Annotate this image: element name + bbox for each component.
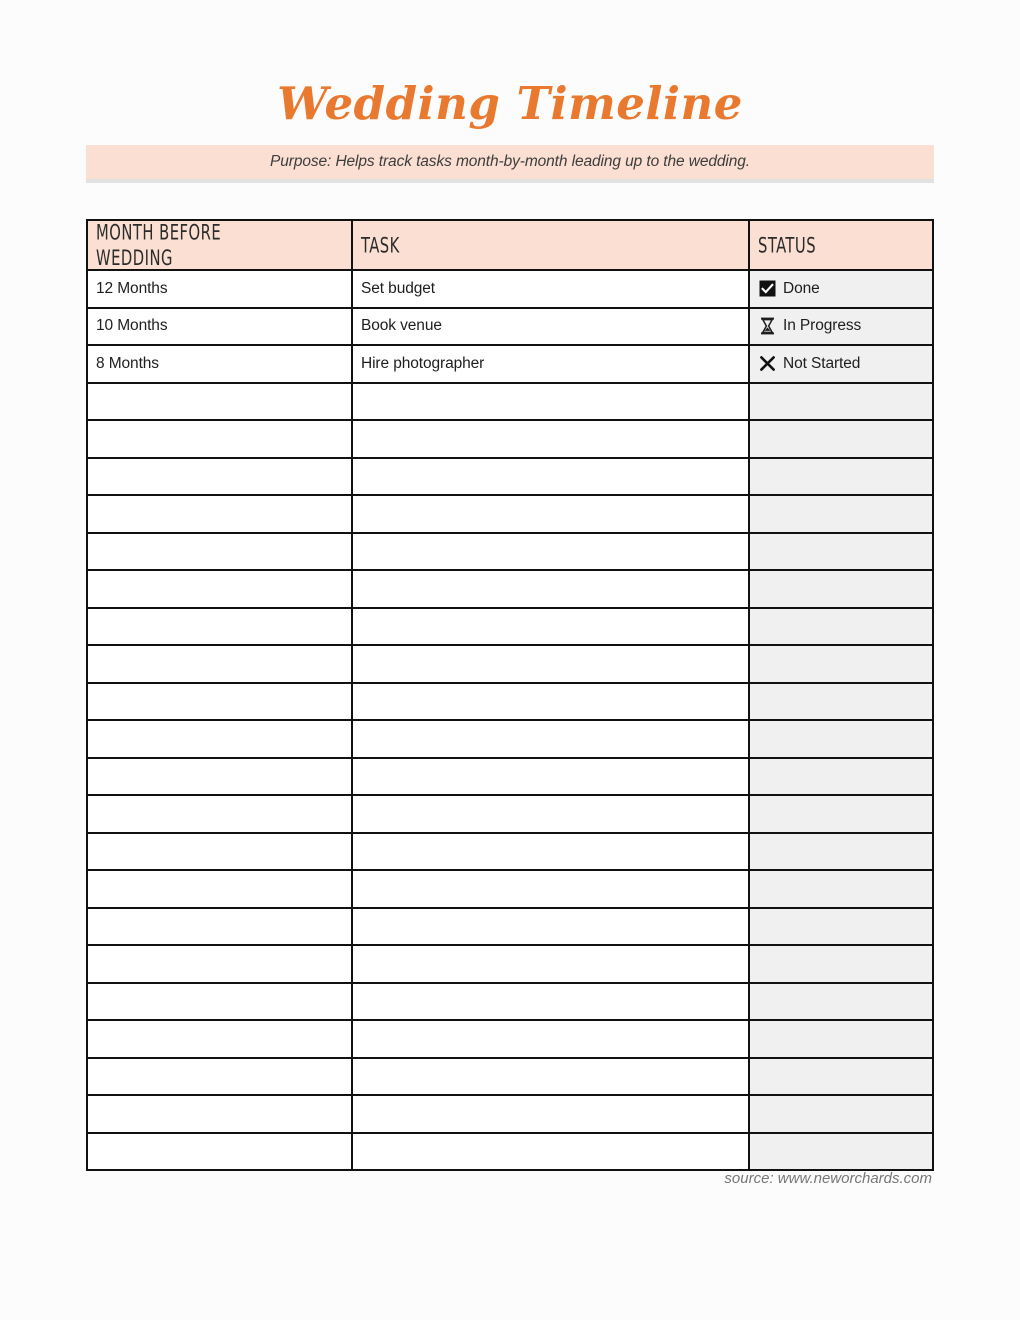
cell-task[interactable]: [352, 383, 749, 421]
cell-status[interactable]: [749, 1095, 933, 1133]
cell-task[interactable]: [352, 983, 749, 1021]
cell-month[interactable]: [87, 458, 352, 496]
table-row-empty[interactable]: [87, 1095, 933, 1133]
cell-task[interactable]: [352, 495, 749, 533]
cell-month[interactable]: [87, 1133, 352, 1171]
cell-month[interactable]: [87, 945, 352, 983]
cell-status[interactable]: [749, 420, 933, 458]
cell-status[interactable]: [749, 345, 933, 383]
table-row-empty[interactable]: [87, 1133, 933, 1171]
purpose-banner: [86, 145, 934, 179]
table-header: [87, 220, 933, 270]
cell-month[interactable]: [87, 1058, 352, 1096]
cell-status[interactable]: [749, 683, 933, 721]
table-row-empty[interactable]: [87, 795, 933, 833]
cell-status[interactable]: [749, 795, 933, 833]
table-row-empty[interactable]: [87, 758, 933, 796]
cell-month[interactable]: [87, 533, 352, 571]
timeline-table-wrapper: [86, 219, 932, 1171]
cell-task[interactable]: [352, 570, 749, 608]
cell-status[interactable]: [749, 533, 933, 571]
cell-task[interactable]: [352, 645, 749, 683]
timeline-table: [86, 219, 934, 1171]
table-row-empty[interactable]: [87, 683, 933, 721]
cell-task[interactable]: Set budget: [352, 270, 749, 308]
cell-status[interactable]: [749, 495, 933, 533]
cell-status[interactable]: [749, 720, 933, 758]
cell-status[interactable]: [749, 908, 933, 946]
table-body: [87, 270, 933, 1170]
table-row-empty[interactable]: [87, 1058, 933, 1096]
cell-task[interactable]: [352, 720, 749, 758]
cell-task[interactable]: [352, 608, 749, 646]
cell-month[interactable]: [87, 983, 352, 1021]
table-row-empty[interactable]: [87, 833, 933, 871]
cell-task[interactable]: [352, 908, 749, 946]
table-row-empty[interactable]: [87, 870, 933, 908]
table-row[interactable]: [87, 308, 933, 346]
cell-month[interactable]: [87, 1095, 352, 1133]
cell-status[interactable]: [749, 758, 933, 796]
column-header-month-label: MONTH BEFORE WEDDING: [96, 219, 222, 271]
cell-task[interactable]: Book venue: [352, 308, 749, 346]
cell-status[interactable]: [749, 1133, 933, 1171]
checkbox-checked-icon: [758, 280, 776, 298]
column-header-status: [749, 220, 933, 270]
cell-task[interactable]: [352, 1020, 749, 1058]
cell-status[interactable]: [749, 570, 933, 608]
table-row-empty[interactable]: [87, 720, 933, 758]
cell-month[interactable]: [87, 608, 352, 646]
table-row-empty[interactable]: [87, 383, 933, 421]
table-row-empty[interactable]: [87, 608, 933, 646]
cell-month[interactable]: 12 Months: [87, 270, 352, 308]
cell-task[interactable]: [352, 833, 749, 871]
cell-month[interactable]: 10 Months: [87, 308, 352, 346]
cell-month[interactable]: [87, 870, 352, 908]
cell-month[interactable]: 8 Months: [87, 345, 352, 383]
table-row-empty[interactable]: [87, 945, 933, 983]
cell-month[interactable]: [87, 795, 352, 833]
cell-task[interactable]: Hire photographer: [352, 345, 749, 383]
cell-status[interactable]: [749, 833, 933, 871]
table-row-empty[interactable]: [87, 458, 933, 496]
table-row-empty[interactable]: [87, 645, 933, 683]
cell-status[interactable]: [749, 983, 933, 1021]
cell-task[interactable]: [352, 683, 749, 721]
table-row-empty[interactable]: [87, 1020, 933, 1058]
column-header-status-label: STATUS: [758, 232, 817, 258]
table-row[interactable]: [87, 270, 933, 308]
table-header-row: [87, 220, 933, 270]
column-header-task: [352, 220, 749, 270]
cell-month[interactable]: [87, 1020, 352, 1058]
cell-task[interactable]: [352, 420, 749, 458]
cell-month[interactable]: [87, 683, 352, 721]
cell-month[interactable]: [87, 908, 352, 946]
cell-task[interactable]: [352, 758, 749, 796]
status-badge: [758, 317, 924, 335]
cell-month[interactable]: [87, 570, 352, 608]
cell-status[interactable]: [749, 1058, 933, 1096]
cell-status[interactable]: [749, 308, 933, 346]
cell-status[interactable]: [749, 270, 933, 308]
table-row-empty[interactable]: [87, 420, 933, 458]
table-row-empty[interactable]: [87, 983, 933, 1021]
cell-task[interactable]: [352, 1095, 749, 1133]
cell-task[interactable]: [352, 870, 749, 908]
status-label: Not Started: [783, 354, 861, 372]
column-header-month: [87, 220, 352, 270]
status-label: Done: [783, 279, 820, 297]
cross-x-icon: [758, 355, 776, 373]
table-row-empty[interactable]: [87, 908, 933, 946]
status-badge: [758, 355, 924, 373]
cell-month[interactable]: [87, 495, 352, 533]
table-row-empty[interactable]: [87, 533, 933, 571]
column-header-task-label: TASK: [361, 232, 400, 258]
cell-status[interactable]: [749, 870, 933, 908]
status-badge: [758, 280, 924, 298]
cell-task[interactable]: [352, 533, 749, 571]
cell-month[interactable]: [87, 645, 352, 683]
cell-month[interactable]: [87, 420, 352, 458]
cell-status[interactable]: [749, 945, 933, 983]
cell-task[interactable]: [352, 458, 749, 496]
cell-task[interactable]: [352, 1058, 749, 1096]
purpose-banner-shadow: [86, 179, 934, 183]
cell-month[interactable]: [87, 720, 352, 758]
cell-month[interactable]: [87, 833, 352, 871]
purpose-text: Purpose: Helps track tasks month-by-month leading up to the wedding.: [270, 153, 750, 170]
status-label: In Progress: [783, 317, 862, 335]
cell-status[interactable]: [749, 458, 933, 496]
cell-task[interactable]: [352, 795, 749, 833]
table-row-empty[interactable]: [87, 495, 933, 533]
table-row[interactable]: [87, 345, 933, 383]
cell-status[interactable]: [749, 645, 933, 683]
hourglass-icon: [758, 317, 776, 335]
cell-status[interactable]: [749, 608, 933, 646]
cell-month[interactable]: [87, 383, 352, 421]
cell-task[interactable]: [352, 945, 749, 983]
table-row-empty[interactable]: [87, 570, 933, 608]
cell-status[interactable]: [749, 1020, 933, 1058]
page-title: Wedding Timeline: [277, 77, 743, 130]
cell-status[interactable]: [749, 383, 933, 421]
cell-month[interactable]: [87, 758, 352, 796]
cell-task[interactable]: [352, 1133, 749, 1171]
source-attribution: source: www.neworchards.com: [724, 1170, 932, 1187]
